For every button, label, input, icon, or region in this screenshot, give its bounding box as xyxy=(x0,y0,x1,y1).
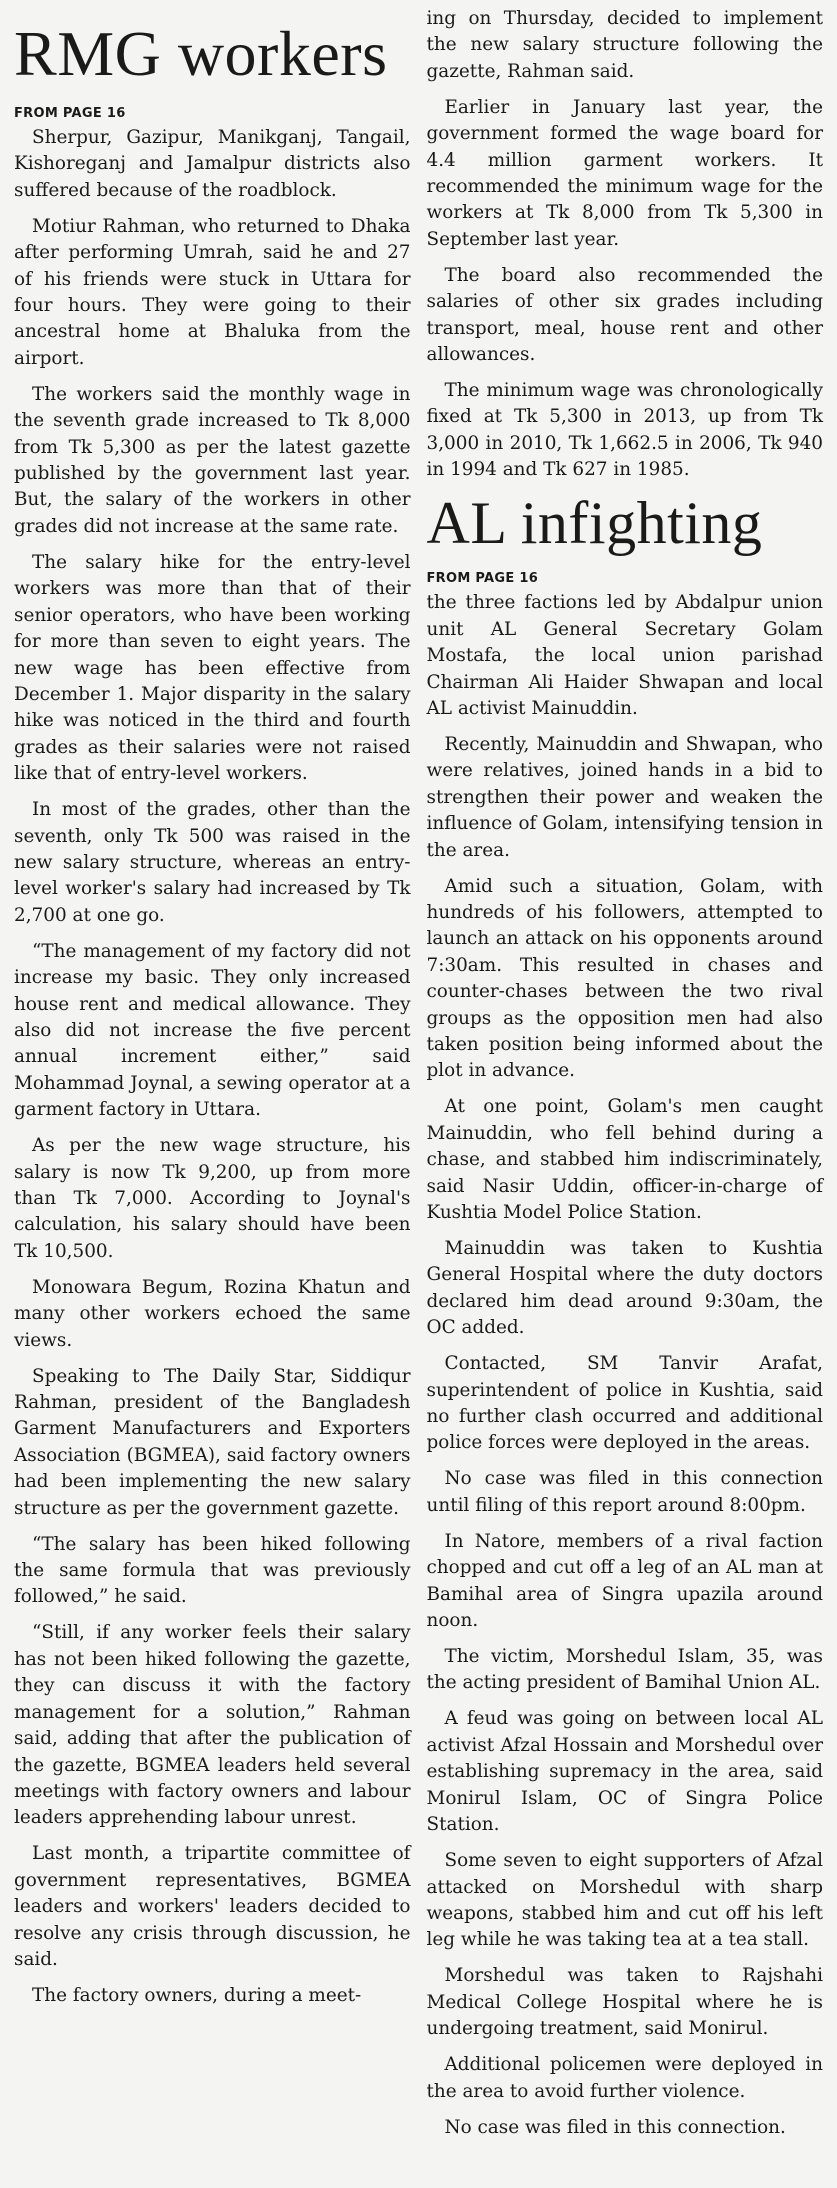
paragraph: “The management of my factory did not increase my basic. They only increased house rent and medical allowance. They also did not increase the five percent annual increment either,” said Mohammad Joynal, a sewing operator at a garment factory in Uttara. xyxy=(14,940,411,1121)
al-infighting-headline: AL infighting xyxy=(426,490,763,557)
rmg-headline: RMG workers xyxy=(14,18,388,89)
paragraph: The board also recommended the salaries of other six grades including transport, meal, house rent and other allowances. xyxy=(426,264,823,366)
paragraph: Contacted, SM Tanvir Arafat, superintendent of police in Kushtia, said no further clash occurred and additional police forces were deployed in the areas. xyxy=(426,1353,823,1454)
paragraph: Speaking to The Daily Star, Siddiqur Rahman, president of the Bangladesh Garment Manufacturers and Exporters Association (BGMEA), said factory owners had been implementing the new salary structure as per the government gazette. xyxy=(14,1365,411,1519)
paragraph: The factory owners, during a meet- xyxy=(32,1984,362,2006)
paragraph: Additional policemen were deployed in the area to avoid further violence. xyxy=(426,2054,823,2102)
paragraph: The victim, Morshedul Islam, 35, was the acting president of Bamihal Union AL. xyxy=(426,1646,823,1694)
paragraph: The minimum wage was chronologically fixed at Tk 5,300 in 2013, up from Tk 3,000 in 2010, Tk 1,662.5 in 2006, Tk 940 in 1994 and Tk 627 in 1985. xyxy=(426,380,823,481)
paragraph: Monowara Begum, Rozina Khatun and many other workers echoed the same views. xyxy=(14,1276,411,1351)
paragraph: In Natore, members of a rival faction chopped and cut off a leg of an AL man at Bamihal area of Singra upazila around noon. xyxy=(426,1530,823,1632)
paragraph: Motiur Rahman, who returned to Dhaka after performing Umrah, said he and 27 of his friends were stuck in Uttara for four hours. They were going to their ancestral home at Bhaluka from the airport. xyxy=(14,215,411,369)
paragraph: “Still, if any worker feels their salary has not been hiked following the gazette, they can discuss it with the factory management for a solution,” Rahman said, adding that after the publication of the gazette, BGMEA leaders held several meetings with factory owners and labour leaders apprehending labour unrest. xyxy=(14,1622,411,1829)
paragraph: Some seven to eight supporters of Afzal attacked on Morshedul with sharp weapons, stabbed him and cut off his left leg while he was taking tea at a tea stall. xyxy=(426,1850,823,1951)
paragraph: Mainuddin was taken to Kushtia General Hospital where the duty doctors declared him dead around 9:30am, the OC added. xyxy=(426,1238,823,1339)
paragraph: Last month, a tripartite committee of government representatives, BGMEA leaders and workers' leaders decided to resolve any crisis through discussion, he said. xyxy=(14,1843,411,1970)
paragraph: “The salary has been hiked following the same formula that was previously followed,” he said. xyxy=(14,1533,411,1608)
right-column xyxy=(427,6,824,2151)
paragraph: No case was filed in this connection. xyxy=(444,2116,786,2138)
article-columns xyxy=(14,6,823,2151)
paragraph: No case was filed in this connection until filing of this report around 8:00pm. xyxy=(426,1468,823,1516)
paragraph: In most of the grades, other than the seventh, only Tk 500 was raised in the new salary structure, whereas an entry-level worker's salary had increased by Tk 2,700 at one go. xyxy=(14,799,411,926)
paragraph: Recently, Mainuddin and Shwapan, who were relatives, joined hands in a bid to strengthen their power and weaken the influence of Golam, intensifying tension in the area. xyxy=(426,733,823,861)
rmg-jump-line: FROM PAGE 16 xyxy=(14,106,126,121)
paragraph: At one point, Golam's men caught Mainuddin, who fell behind during a chase, and stabbed him indiscriminately, said Nasir Uddin, officer-in-charge of Kushtia Model Police Station. xyxy=(426,1096,823,1223)
paragraph: As per the new wage structure, his salary is now Tk 9,200, up from more than Tk 7,000. According to Joynal's calculation, his salary should have been Tk 10,500. xyxy=(14,1135,411,1262)
paragraph: The salary hike for the entry-level workers was more than that of their senior operators, who have been working for more than seven to eight years. The new wage has been effective from December 1. Major disparity in the salary hike was noticed in the third and fourth grades as their salaries were not raised like that of entry-level workers. xyxy=(14,551,411,785)
paragraph: Amid such a situation, Golam, with hundreds of his followers, attempted to launch an attack on his opponents around 7:30am. This resulted in chases and counter-chases between the two rival groups as the opposition men had also taken position being informed about the plot in advance. xyxy=(426,875,823,1082)
paragraph: The workers said the monthly wage in the seventh grade increased to Tk 8,000 from Tk 5,300 as per the latest gazette published by the government last year. But, the salary of the workers in other grades did not increase at the same rate. xyxy=(14,383,411,537)
paragraph: Earlier in January last year, the government formed the wage board for 4.4 million garment workers. It recommended the minimum wage for the workers at Tk 8,000 from Tk 5,300 in September last year. xyxy=(426,96,823,250)
left-column xyxy=(14,6,411,2151)
paragraph: the three factions led by Abdalpur union unit AL General Secretary Golam Mostafa, the local union parishad Chairman Ali Haider Shwapan and local AL activist Mainuddin. xyxy=(426,592,823,719)
paragraph: Sherpur, Gazipur, Manikganj, Tangail, Kishoreganj and Jamalpur districts also suffered because of the roadblock. xyxy=(14,127,411,201)
al-jump-line: FROM PAGE 16 xyxy=(426,571,539,587)
paragraph-continued: ing on Thursday, decided to implement the new salary structure following the gazette, Rahman said. xyxy=(426,8,823,82)
paragraph: A feud was going on between local AL activist Afzal Hossain and Morshedul over establishing supremacy in the area, said Monirul Islam, OC of Singra Police Station. xyxy=(426,1708,823,1836)
paragraph: Morshedul was taken to Rajshahi Medical College Hospital where he is undergoing treatment, said Monirul. xyxy=(426,1965,823,2040)
